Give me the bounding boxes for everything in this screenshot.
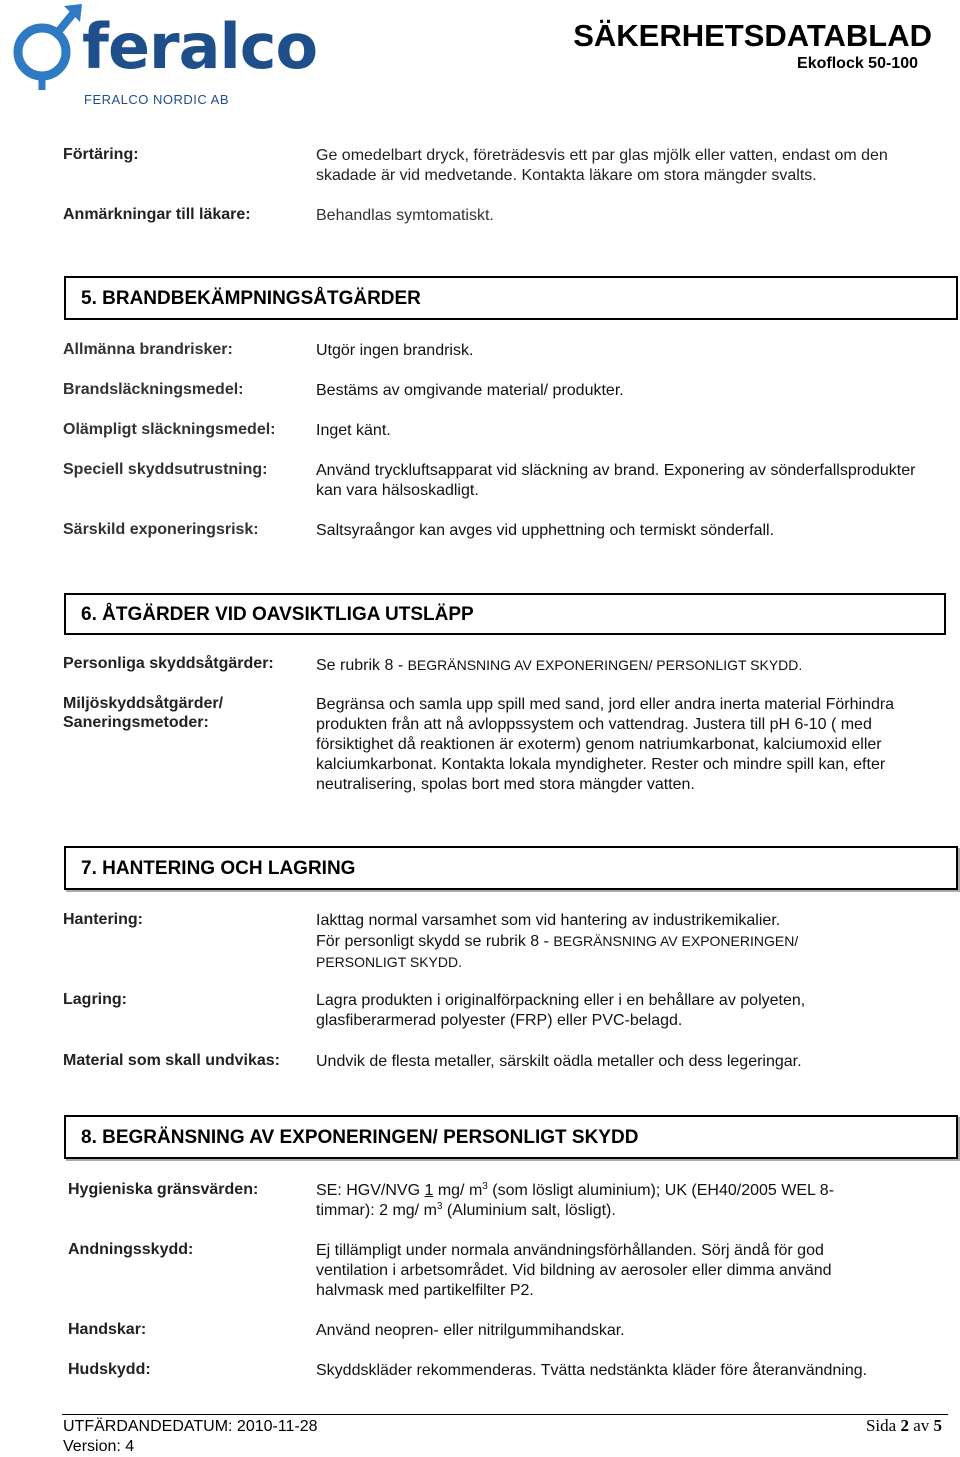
hyg-label: Hygieniska gränsvärden: — [68, 1181, 259, 1198]
andning-label: Andningsskydd: — [68, 1241, 194, 1258]
handskar-value: Använd neopren- eller nitrilgummihandskar. — [316, 1322, 625, 1339]
hantering-line-3 — [316, 952, 946, 973]
andning-value: Ej tillämpligt under normala användningsförhållanden. Sörj ändå för god ventilation i arbetsområdet. Vid bildning av aerosoler eller dimma använd halvmask med partikelfilter P2. — [316, 1242, 832, 1299]
s5-label-allmanna: Allmänna brandrisker: — [63, 341, 233, 358]
s5-value-brandslackning: Bestäms av omgivande material/ produkter. — [316, 382, 624, 399]
section7-header — [64, 846, 958, 890]
logo-subtitle: FERALCO NORDIC AB — [84, 92, 230, 107]
lagring-label: Lagring: — [63, 991, 127, 1008]
version: Version: 4 — [63, 1438, 135, 1455]
section8-title: 8. BEGRÄNSNING AV EXPONERINGEN/ PERSONLIGT SKYDD — [81, 1127, 639, 1148]
hantering-line-2-ref: BEGRÄNSNING AV EXPONERINGEN/ — [553, 933, 799, 949]
s5-label-brandslackning: Brandsläckningsmedel: — [63, 381, 244, 398]
section8-header — [64, 1115, 958, 1159]
undvikas-value: Undvik de flesta metaller, särskilt oädla metaller och dess legeringar. — [316, 1053, 802, 1070]
logo-wordmark: feralco — [82, 10, 318, 83]
hyg-line-1a: SE: HGV/NVG — [316, 1182, 425, 1199]
s5-label-speciell: Speciell skyddsutrustning: — [63, 461, 268, 478]
hantering-line-2-prefix: För personligt skydd se rubrik 8 - — [316, 933, 554, 950]
anmarkningar-label: Anmärkningar till läkare: — [63, 206, 251, 223]
page-number — [866, 1416, 942, 1436]
hyg-line-1-exp: 3 — [482, 1181, 488, 1192]
gender-symbol-icon — [4, 2, 84, 92]
s5-value-speciell: Använd tryckluftsapparat vid släckning av brand. Exponering av sönderfallsprodukter kan vara hälsoskadligt. — [316, 462, 916, 499]
hud-value: Skyddskläder rekommenderas. Tvätta nedstänkta kläder före återanvändning. — [316, 1362, 868, 1379]
hyg-line-2c: (Aluminium salt, lösligt). — [442, 1202, 616, 1219]
page-current: 2 — [900, 1416, 909, 1435]
miljo-label-2: Saneringsmetoder: — [63, 714, 209, 731]
section5-title: 5. BRANDBEKÄMPNINGSÅTGÄRDER — [81, 288, 421, 309]
s5-value-allmanna: Utgör ingen brandrisk. — [316, 342, 474, 359]
hyg-line-1-value: 1 — [424, 1182, 434, 1199]
hantering-value — [316, 911, 946, 973]
s5-value-sarskild: Saltsyraångor kan avges vid upphettning och termiskt sönderfall. — [316, 522, 775, 539]
anmarkningar-value: Behandlas symtomatiskt. — [316, 207, 494, 224]
hyg-line-1 — [316, 1181, 946, 1201]
section7-title: 7. HANTERING OCH LAGRING — [81, 858, 356, 879]
hantering-line-3-ref: PERSONLIGT SKYDD. — [316, 954, 463, 970]
hantering-line-1: Iakttag normal varsamhet som vid hantering av industrikemikalier. — [316, 912, 781, 929]
footer-divider — [62, 1414, 948, 1415]
personliga-value-prefix: Se rubrik 8 - — [316, 657, 408, 674]
hyg-line-1c: mg/ m — [433, 1182, 483, 1199]
lagring-value: Lagra produkten i originalförpackning eller i en behållare av polyeten, glasfiberarmerad polyester (FRP) eller PVC-belagd. — [316, 992, 806, 1029]
fortaring-value: Ge omedelbart dryck, företrädesvis ett par glas mjölk eller vatten, endast om den skadade är vid medvetande. Kontakta läkare om stora mängder svalts. — [316, 147, 888, 184]
page-mid: av — [908, 1416, 934, 1435]
product-name: Ekoflock 50-100 — [797, 55, 918, 72]
section6-title: 6. ÅTGÄRDER VID OAVSIKTLIGA UTSLÄPP — [81, 604, 474, 625]
miljo-value: Begränsa och samla upp spill med sand, jord eller andra inerta material Förhindra produkten från att nå avloppssystem och vattendrag. Justera till pH 6-10 ( med försiktighet då reaktionen är exoterm) genom natriumkarbonat, kalciumoxid eller kalciumkarbonat. Kontakta lokala myndigheter. Rester och mindre spill kan, efter neutralisering, spolas bort med stora mängder vatten. — [316, 696, 895, 793]
undvikas-label: Material som skall undvikas: — [63, 1052, 280, 1069]
issue-date: UTFÄRDANDEDATUM: 2010-11-28 — [63, 1418, 318, 1435]
hyg-line-2 — [316, 1201, 946, 1221]
hantering-line-2 — [316, 931, 946, 952]
page-prefix: Sida — [865, 1416, 901, 1435]
hud-label: Hudskydd: — [68, 1361, 151, 1378]
handskar-label: Handskar: — [68, 1321, 147, 1338]
hantering-label: Hantering: — [63, 911, 143, 928]
s5-label-olampligt: Olämpligt släckningsmedel: — [63, 421, 276, 438]
hyg-value — [316, 1181, 946, 1221]
s5-value-olampligt: Inget känt. — [316, 422, 391, 439]
company-logo — [4, 2, 318, 110]
hyg-line-1e: (som lösligt aluminium); UK (EH40/2005 WEL 8- — [487, 1182, 835, 1199]
miljo-label-1: Miljöskyddsåtgärder/ — [63, 695, 224, 712]
s5-label-sarskild: Särskild exponeringsrisk: — [63, 521, 259, 538]
page-total: 5 — [933, 1416, 942, 1435]
footer-meta — [63, 1417, 318, 1457]
personliga-value — [316, 655, 802, 676]
fortaring-label: Förtäring: — [63, 146, 139, 163]
hyg-line-2-exp: 3 — [436, 1201, 443, 1212]
personliga-label: Personliga skyddsåtgärder: — [63, 655, 274, 672]
hyg-line-2a: timmar): 2 mg/ m — [316, 1202, 437, 1219]
personliga-value-ref: BEGRÄNSNING AV EXPONERINGEN/ PERSONLIGT SKYDD. — [407, 657, 803, 673]
document-title: SÄKERHETSDATABLAD — [573, 18, 932, 53]
section5-header — [64, 276, 958, 320]
section6-header — [64, 593, 946, 635]
